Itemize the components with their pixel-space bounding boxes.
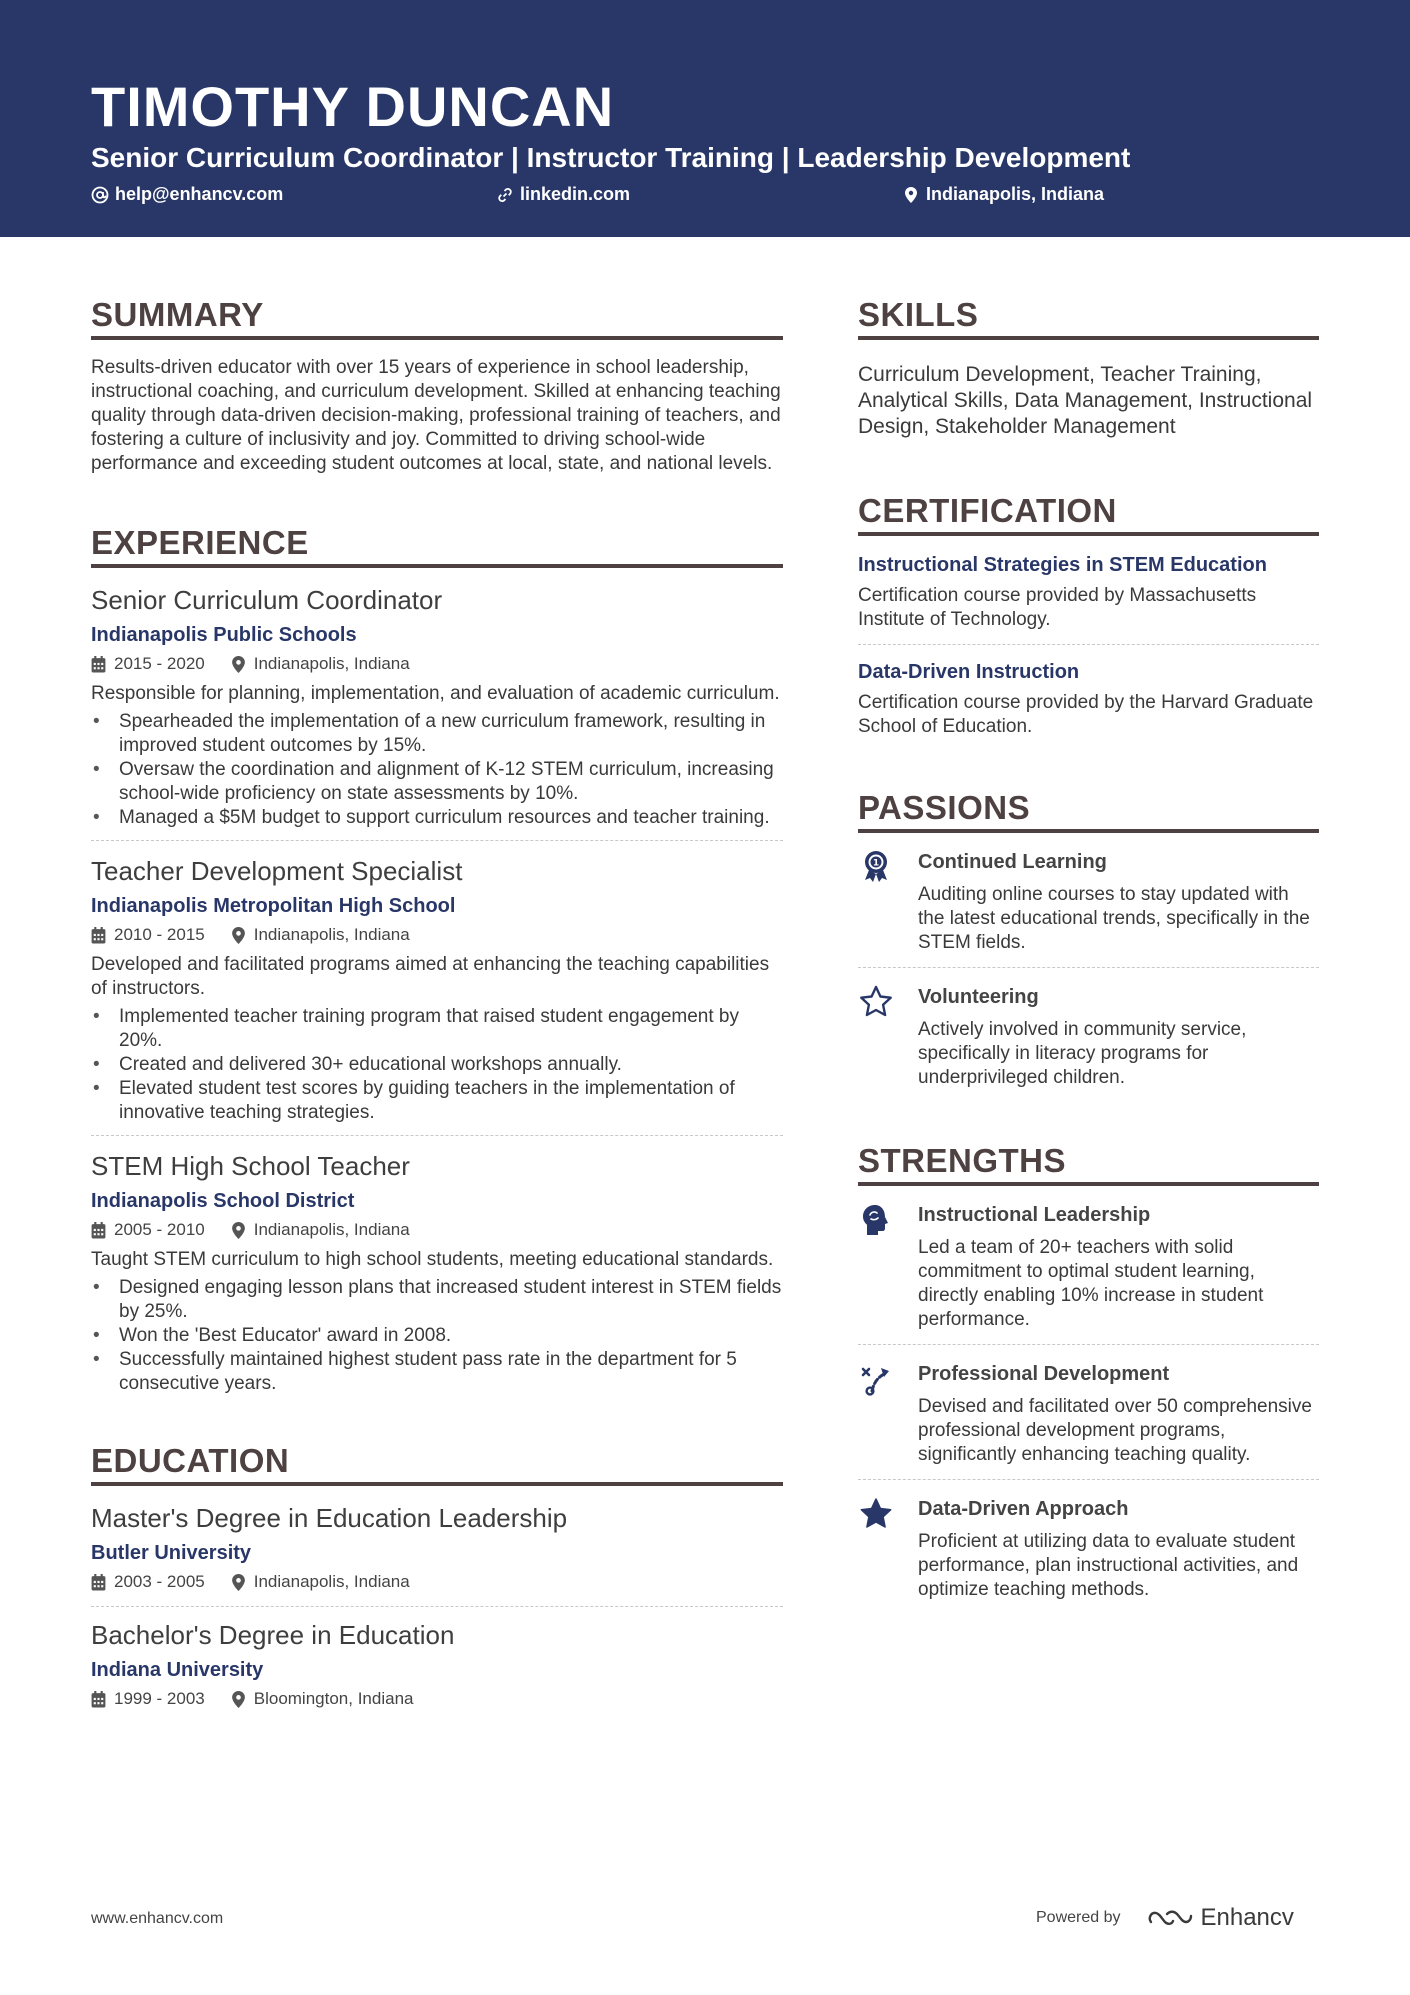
passion-entry (858, 967, 1319, 1102)
job-bullet: • Implemented teacher training program that raised student engagement by 20%. (91, 1005, 783, 1053)
summary-section (91, 296, 783, 476)
star-outline-icon (858, 984, 894, 1020)
footer-website[interactable]: www.enhancv.com (91, 1910, 224, 1927)
job-bullets (91, 710, 783, 830)
location-pin-icon (231, 927, 246, 944)
experience-section (91, 524, 783, 1406)
degree-title: Bachelor's Degree in Education (91, 1620, 455, 1650)
strength-text: Proficient at utilizing data to evaluate student performance, plan instructional activities, and optimize teaching methods. (918, 1531, 1299, 1600)
job-description: Developed and facilitated programs aimed at enhancing the teaching capabilities of instructors. (91, 954, 770, 999)
contact-linkedin[interactable] (496, 184, 630, 205)
strategy-icon (858, 1361, 894, 1397)
calendar-icon (91, 1222, 106, 1239)
company-name: Indianapolis School District (91, 1190, 355, 1212)
job-entry (91, 1135, 783, 1406)
job-bullet: • Managed a $5M budget to support curriculum resources and teacher training. (91, 806, 783, 830)
job-dates: 2005 - 2010 (114, 1220, 205, 1239)
location-pin-icon (231, 656, 246, 673)
job-bullet: • Won the 'Best Educator' award in 2008. (91, 1324, 783, 1348)
certification-text: Certification course provided by the Harvard Graduate School of Education. (858, 692, 1314, 737)
calendar-icon (91, 1691, 106, 1708)
certification-title: Data-Driven Instruction (858, 661, 1080, 683)
right-column (858, 296, 1319, 1614)
link-icon (496, 186, 514, 204)
job-bullet: • Spearheaded the implementation of a new curriculum framework, resulting in improved student outcomes by 15%. (91, 710, 783, 758)
email-text: help@enhancv.com (115, 184, 284, 204)
education-entry (91, 1502, 783, 1606)
candidate-title: Senior Curriculum Coordinator | Instructor Training | Leadership Development (91, 142, 1131, 173)
strength-title: Data-Driven Approach (918, 1498, 1129, 1520)
powered-by-label: Powered by (1036, 1909, 1121, 1926)
job-bullet: • Successfully maintained highest student pass rate in the department for 5 consecutive years. (91, 1348, 783, 1396)
resume-header (0, 0, 1410, 237)
strength-title: Professional Development (918, 1363, 1170, 1385)
award-medal-icon (858, 849, 894, 885)
job-location: Indianapolis, Indiana (253, 925, 410, 944)
calendar-icon (91, 656, 106, 673)
strength-text: Led a team of 20+ teachers with solid commitment to optimal student learning, directly enabling 10% increase in student performance. (918, 1237, 1264, 1330)
skills-text: Curriculum Development, Teacher Training, Analytical Skills, Data Management, Instructional Design, Stakeholder Management (858, 363, 1313, 438)
summary-text: Results-driven educator with over 15 years of experience in school leadership, instructional coaching, and curriculum development. Skilled at enhancing teaching quality through data-driven decision-making, professional training of teachers, and fostering a culture of inclusivity and joy. Committed to driving school-wide performance and exceeding student outcomes at local, state, and national levels. (91, 357, 781, 474)
passion-title: Continued Learning (918, 851, 1107, 873)
job-bullets (91, 1276, 783, 1396)
certification-heading: CERTIFICATION (858, 492, 1319, 536)
job-dates: 2015 - 2020 (114, 654, 205, 673)
job-location: Indianapolis, Indiana (253, 1220, 410, 1239)
linkedin-text: linkedin.com (520, 184, 631, 204)
job-location: Indianapolis, Indiana (253, 654, 410, 673)
degree-title: Master's Degree in Education Leadership (91, 1503, 568, 1533)
job-description: Taught STEM curriculum to high school students, meeting educational standards. (91, 1249, 774, 1270)
certification-title: Instructional Strategies in STEM Education (858, 554, 1267, 576)
company-name: Indianapolis Public Schools (91, 624, 357, 646)
left-column (91, 296, 783, 1723)
certification-section (858, 492, 1319, 751)
strength-text: Devised and facilitated over 50 comprehensive professional development programs, significantly enhancing teaching quality. (918, 1396, 1312, 1465)
education-entry (91, 1606, 783, 1723)
certification-entry (858, 644, 1319, 751)
brand-logo[interactable] (1147, 1904, 1294, 1932)
job-title: Teacher Development Specialist (91, 856, 463, 886)
job-meta (91, 1218, 783, 1242)
calendar-icon (91, 927, 106, 944)
school-name: Butler University (91, 1542, 252, 1564)
education-heading: EDUCATION (91, 1442, 783, 1486)
job-description: Responsible for planning, implementation, and evaluation of academic curriculum. (91, 683, 780, 704)
strength-entry (858, 1479, 1319, 1614)
summary-heading: SUMMARY (91, 296, 783, 340)
calendar-icon (91, 1574, 106, 1591)
strength-title: Instructional Leadership (918, 1204, 1151, 1226)
head-brain-icon (858, 1202, 894, 1238)
education-section (91, 1442, 783, 1723)
passion-entry (858, 849, 1319, 967)
passion-title: Volunteering (918, 986, 1039, 1008)
location-pin-icon (231, 1222, 246, 1239)
job-bullet: • Elevated student test scores by guiding teachers in the implementation of innovative teaching strategies. (91, 1077, 783, 1125)
strengths-section (858, 1142, 1319, 1614)
strengths-heading: STRENGTHS (858, 1142, 1319, 1186)
job-bullets (91, 1005, 783, 1125)
certification-entry (858, 552, 1319, 644)
education-meta (91, 1687, 783, 1711)
strength-entry (858, 1344, 1319, 1479)
experience-heading: EXPERIENCE (91, 524, 783, 568)
job-title: STEM High School Teacher (91, 1151, 410, 1181)
enhancv-logo-icon (1147, 1906, 1193, 1930)
passions-section (858, 789, 1319, 1102)
skills-heading: SKILLS (858, 296, 1319, 340)
passion-text: Auditing online courses to stay updated with the latest educational trends, specifically in the STEM fields. (918, 884, 1310, 953)
job-entry (91, 840, 783, 1135)
job-dates: 2010 - 2015 (114, 925, 205, 944)
contact-email[interactable] (91, 184, 283, 205)
job-bullet: • Oversaw the coordination and alignment of K-12 STEM curriculum, increasing school-wide proficiency on state assessments by 10%. (91, 758, 783, 806)
education-meta (91, 1570, 783, 1594)
school-name: Indiana University (91, 1659, 264, 1681)
location-text: Indianapolis, Indiana (926, 184, 1105, 204)
passions-heading: PASSIONS (858, 789, 1319, 833)
at-icon (91, 186, 109, 204)
location-pin-icon (231, 1691, 246, 1708)
job-bullet: • Designed engaging lesson plans that increased student interest in STEM fields by 25%. (91, 1276, 783, 1324)
candidate-name: TIMOTHY DUNCAN (91, 75, 615, 138)
job-meta (91, 923, 783, 947)
job-bullet: • Created and delivered 30+ educational workshops annually. (91, 1053, 783, 1077)
education-location: Bloomington, Indiana (253, 1689, 414, 1708)
passion-text: Actively involved in community service, specifically in literacy programs for underprivileged children. (918, 1019, 1247, 1088)
job-title: Senior Curriculum Coordinator (91, 585, 443, 615)
education-location: Indianapolis, Indiana (253, 1572, 410, 1591)
location-pin-icon (231, 1574, 246, 1591)
certification-text: Certification course provided by Massachusetts Institute of Technology. (858, 585, 1257, 630)
star-filled-icon (858, 1496, 894, 1532)
footer-branding (1036, 1904, 1294, 1932)
education-dates: 2003 - 2005 (114, 1572, 205, 1591)
job-meta (91, 652, 783, 676)
skills-section (858, 296, 1319, 440)
education-dates: 1999 - 2003 (114, 1689, 205, 1708)
brand-name: Enhancv (1200, 1904, 1294, 1931)
job-entry (91, 584, 783, 840)
svg-text:1: 1 (872, 858, 880, 869)
location-pin-icon (902, 186, 920, 204)
contact-location (902, 184, 1104, 205)
company-name: Indianapolis Metropolitan High School (91, 895, 456, 917)
strength-entry (858, 1202, 1319, 1344)
